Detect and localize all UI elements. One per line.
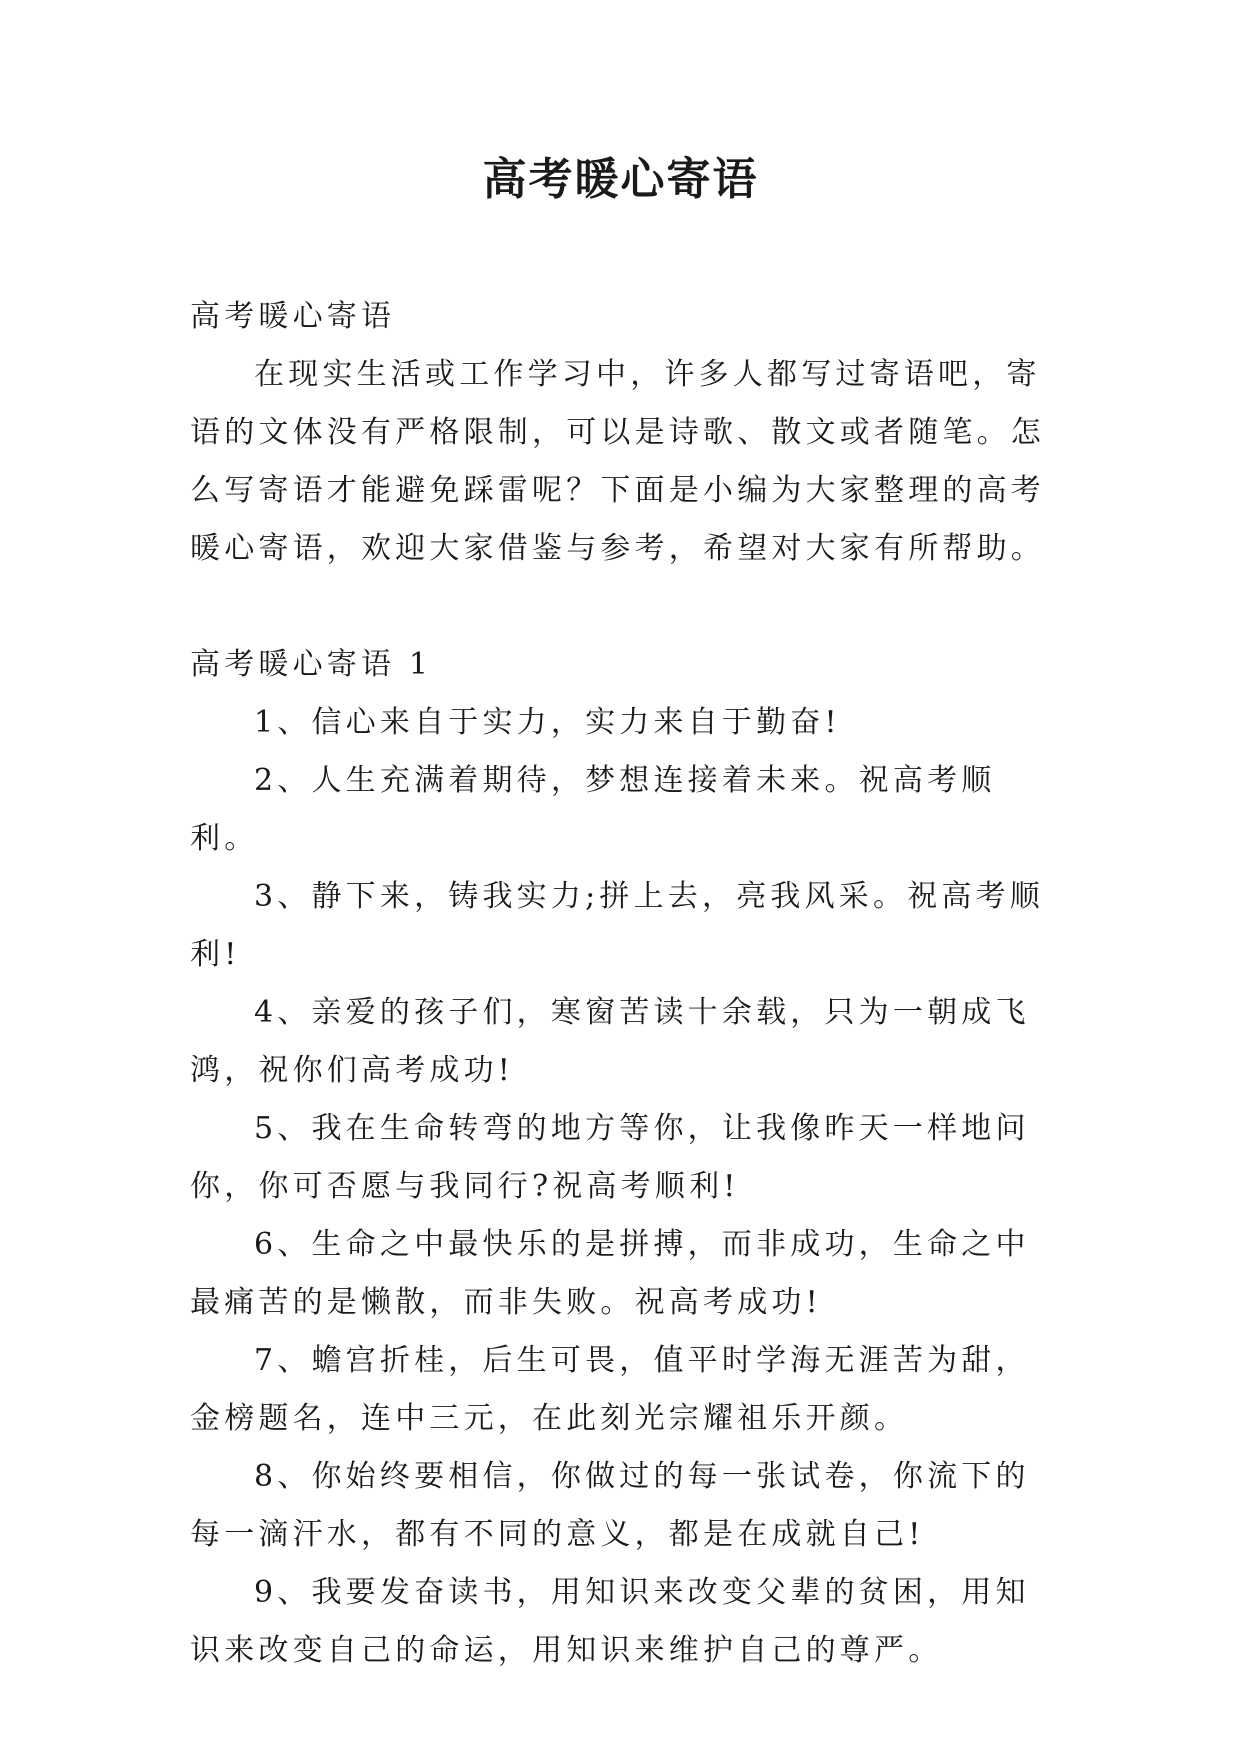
section-spacer bbox=[190, 578, 1052, 636]
intro-heading: 高考暖心寄语 bbox=[190, 299, 396, 334]
document-body bbox=[190, 288, 1052, 1680]
list-item: 2、人生充满着期待，梦想连接着未来。祝高考顺利。 bbox=[190, 763, 996, 856]
intro-paragraph: 在现实生活或工作学习中，许多人都写过寄语吧，寄语的文体没有严格限制，可以是诗歌、散文或者随笔。怎么写寄语才能避免踩雷呢？下面是小编为大家整理的高考暖心寄语，欢迎大家借鉴与参考，希望对大家有所帮助。 bbox=[190, 357, 1045, 566]
list-item: 6、生命之中最快乐的是拼搏，而非成功，生命之中最痛苦的是懒散，而非失败。祝高考成功! bbox=[190, 1227, 1030, 1320]
list-item: 4、亲爱的孩子们，寒窗苦读十余载，只为一朝成飞鸿，祝你们高考成功! bbox=[190, 995, 1030, 1088]
section-heading: 高考暖心寄语 1 bbox=[190, 647, 433, 682]
list-item: 3、静下来，铸我实力;拼上去，亮我风采。祝高考顺利! bbox=[190, 879, 1044, 972]
list-item: 9、我要发奋读书，用知识来改变父辈的贫困，用知识来改变自己的命运，用知识来维护自己的尊严。 bbox=[190, 1575, 1030, 1668]
list-item: 8、你始终要相信，你做过的每一张试卷，你流下的每一滴汗水，都有不同的意义，都是在成就自己! bbox=[190, 1459, 1030, 1552]
list-item: 7、蟾宫折桂，后生可畏，值平时学海无涯苦为甜，金榜题名，连中三元，在此刻光宗耀祖乐开颜。 bbox=[190, 1343, 1030, 1436]
list-item: 5、我在生命转弯的地方等你，让我像昨天一样地问你，你可否愿与我同行?祝高考顺利! bbox=[190, 1111, 1030, 1204]
document-title: 高考暖心寄语 bbox=[482, 154, 759, 205]
list-item: 1、信心来自于实力，实力来自于勤奋! bbox=[254, 705, 841, 740]
